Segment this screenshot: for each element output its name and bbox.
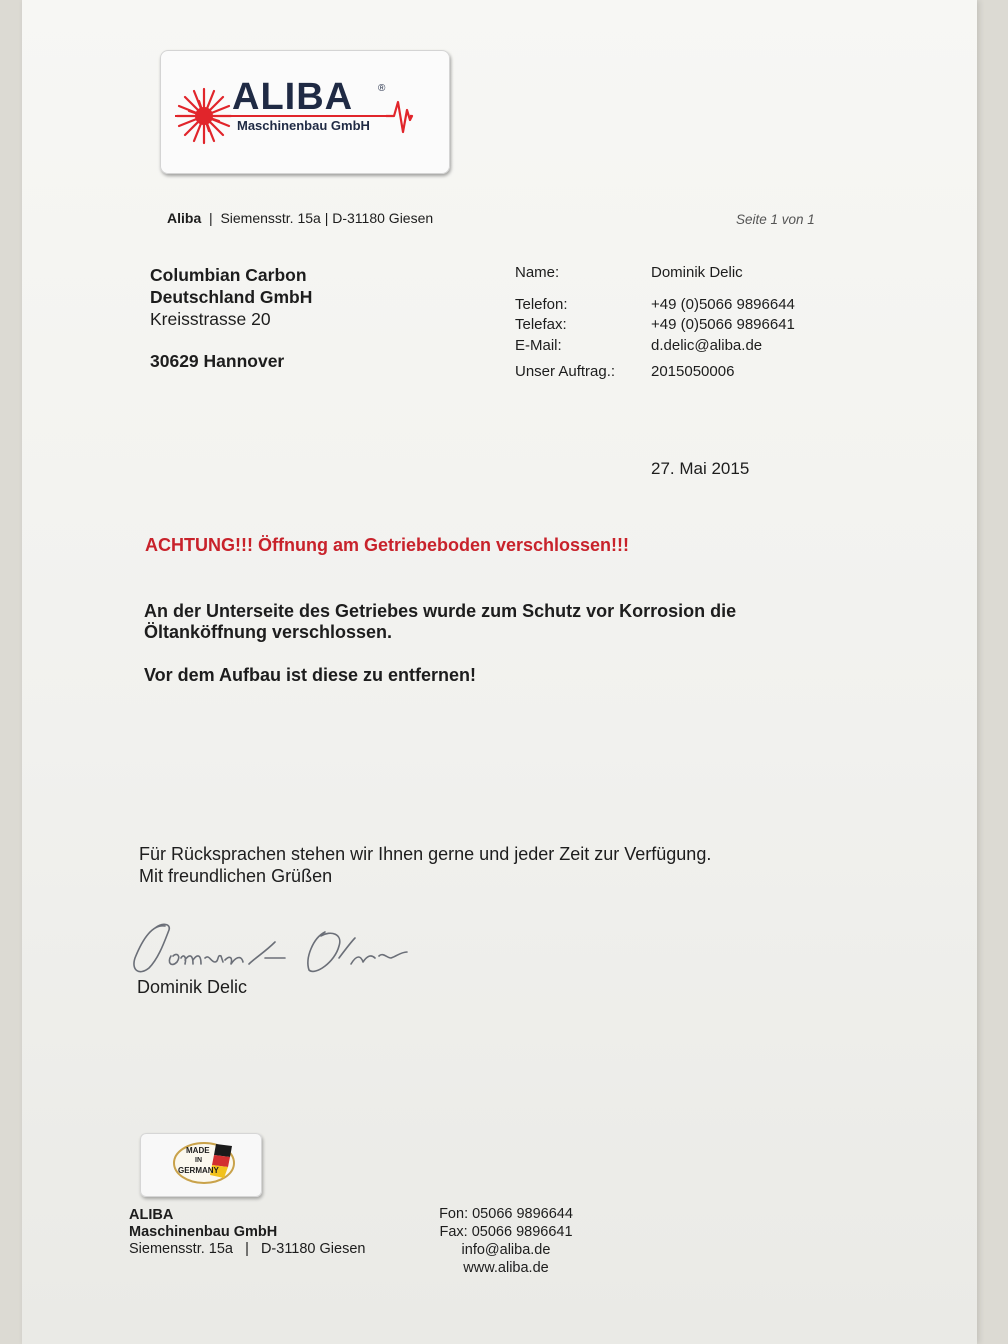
contact-value: 2015050006 <box>651 363 735 380</box>
body-line: An der Unterseite des Getriebes wurde zum Schutz vor Korrosion die <box>144 601 737 621</box>
footer-street-line <box>129 1241 365 1258</box>
recipient-street: Kreisstrasse 20 <box>150 309 271 329</box>
contact-label: Name: <box>515 264 560 281</box>
footer-email: info@aliba.de <box>461 1242 551 1258</box>
footer-street: Siemensstr. 15a <box>129 1241 233 1257</box>
logo-subtitle: Maschinenbau GmbH <box>237 118 370 133</box>
recipient-address <box>150 264 312 372</box>
logo-registered-mark: ® <box>378 83 386 94</box>
contact-label: Telefax: <box>515 316 567 333</box>
letter-date: 27. Mai 2015 <box>651 459 750 478</box>
made-in-germany-badge <box>140 1133 262 1197</box>
contact-value: +49 (0)5066 9896644 <box>651 296 795 313</box>
page-indicator: Seite 1 von 1 <box>736 212 815 227</box>
closing-line: Für Rücksprachen stehen wir Ihnen gerne und jeder Zeit zur Verfügung. <box>139 844 712 864</box>
badge-text: MADE <box>186 1146 210 1155</box>
recipient-line: Columbian Carbon <box>150 265 307 285</box>
footer-city: D-31180 Giesen <box>260 1241 366 1257</box>
recipient-city: 30629 Hannover <box>150 351 285 371</box>
handwritten-signature <box>125 918 425 980</box>
closing-text <box>139 843 711 887</box>
footer-fax: Fax: 05066 9896641 <box>439 1224 573 1240</box>
sender-address-line <box>167 210 433 226</box>
contact-label: Telefon: <box>515 296 568 313</box>
contact-value: d.delic@aliba.de <box>651 337 763 354</box>
signer-name: Dominik Delic <box>137 977 248 997</box>
badge-text: IN <box>195 1157 202 1164</box>
recipient-line: Deutschland GmbH <box>150 287 313 307</box>
warning-heading: ACHTUNG!!! Öffnung am Getriebeboden verschlossen!!! <box>145 535 630 555</box>
sender-company: Aliba <box>167 210 202 226</box>
contact-value: Dominik Delic <box>651 264 743 281</box>
logo-brand-text: ALIBA <box>232 76 354 118</box>
badge-text: GERMANY <box>178 1166 219 1175</box>
footer-company-subtitle: Maschinenbau GmbH <box>129 1224 278 1240</box>
footer-separator: | <box>245 1241 249 1257</box>
footer-phone: Fon: 05066 9896644 <box>439 1206 573 1222</box>
company-logo <box>160 50 450 174</box>
sender-separator: | <box>324 210 329 226</box>
made-in-germany-seal-icon <box>140 1133 262 1197</box>
sender-city: D-31180 Giesen <box>332 210 434 226</box>
body-line: Öltanköffnung verschlossen. <box>144 622 393 642</box>
sender-street: Siemensstr. 15a <box>220 210 321 226</box>
contact-label: Unser Auftrag.: <box>515 363 616 380</box>
sender-separator: | <box>209 210 213 226</box>
footer-address <box>129 1207 365 1258</box>
contact-value: +49 (0)5066 9896641 <box>651 316 795 333</box>
footer-website: www.aliba.de <box>463 1260 549 1276</box>
body-instruction: Vor dem Aufbau ist diese zu entfernen! <box>144 665 477 685</box>
contact-label: E-Mail: <box>515 337 562 354</box>
body-paragraph <box>144 601 736 643</box>
footer-company: ALIBA <box>129 1207 174 1223</box>
footer-contact <box>420 1205 592 1277</box>
closing-greeting: Mit freundlichen Grüßen <box>139 866 333 886</box>
